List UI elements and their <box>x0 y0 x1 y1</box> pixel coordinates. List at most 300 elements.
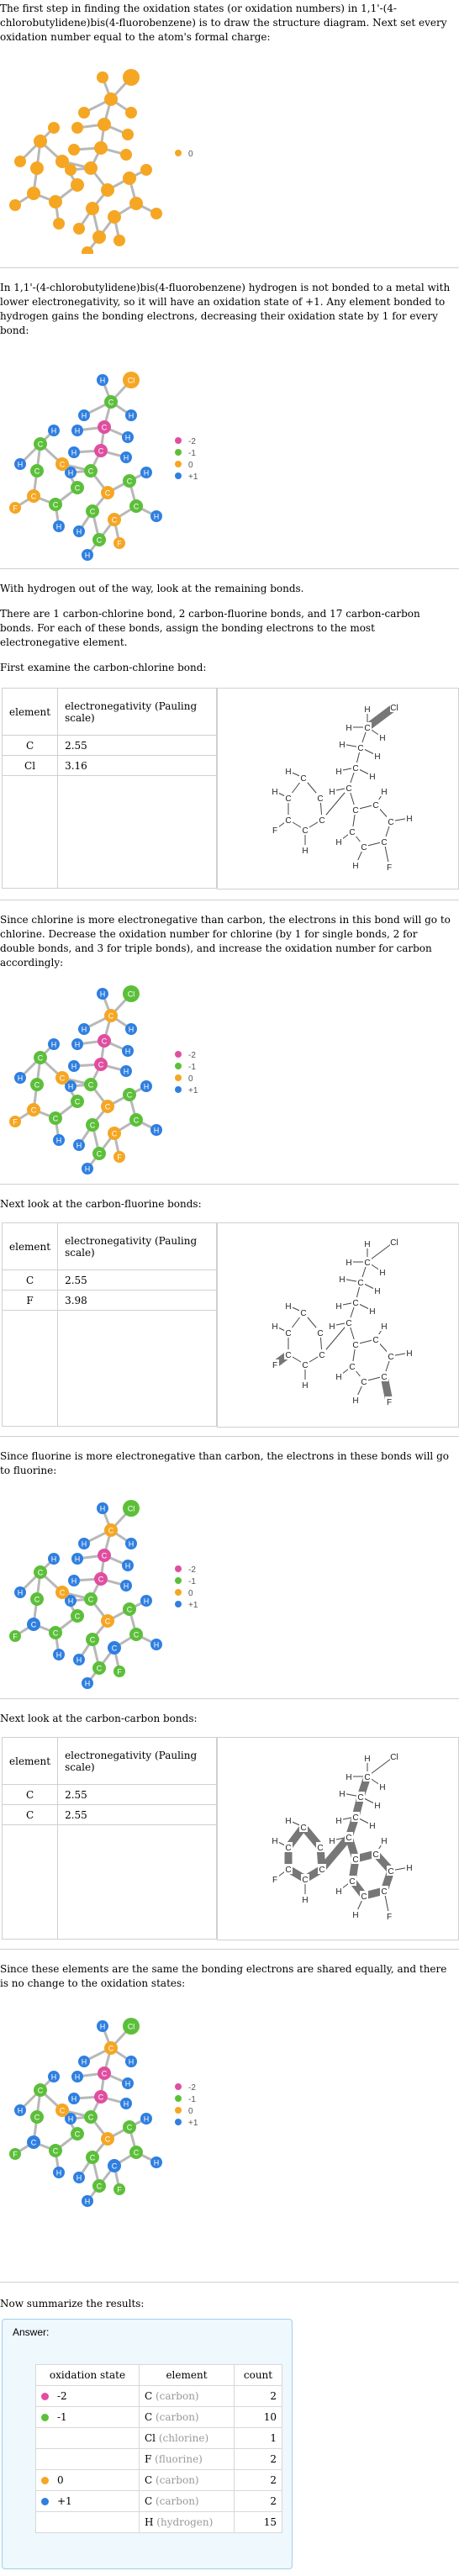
molecule-diagram-chlorine-step <box>0 970 459 1175</box>
summary-row <box>36 2428 282 2449</box>
col-element: element <box>3 689 58 736</box>
atom-label: H <box>346 1773 352 1782</box>
atom-label: C <box>364 724 371 733</box>
atom-label: H <box>369 773 376 782</box>
atom-label: H <box>374 752 381 762</box>
row-value: 2.55 <box>58 1270 217 1291</box>
legend-dot <box>175 461 182 467</box>
atom-label: C <box>52 2146 59 2156</box>
atom-label: C <box>352 1299 359 1308</box>
element-name: (carbon) <box>152 2390 199 2402</box>
atom-label: C <box>388 1867 394 1877</box>
atom-label: H <box>123 1067 129 1076</box>
atom-label: F <box>117 539 122 548</box>
atom-label: Cl <box>127 990 135 999</box>
count-cell: 2 <box>235 2491 282 2512</box>
structure-panel-f <box>217 1222 459 1428</box>
atom-label: C <box>300 774 307 784</box>
atom-label: H <box>128 2057 135 2067</box>
atom-label: C <box>126 477 133 486</box>
row-value: 3.98 <box>58 1291 217 1311</box>
divider <box>0 1698 459 1699</box>
atom-label: C <box>133 2148 140 2157</box>
legend-label: 0 <box>188 2107 193 2116</box>
atom-label: C <box>357 1279 364 1288</box>
atom-label: H <box>364 705 371 715</box>
atom-label: C <box>52 1628 59 1638</box>
legend-dot <box>175 1051 182 1058</box>
atom-label: C <box>74 1097 81 1106</box>
atom-c <box>30 161 44 175</box>
atom-label: C <box>101 1037 108 1046</box>
oxidation-state-cell <box>36 2407 140 2428</box>
oxidation-state-cell <box>36 2449 140 2470</box>
state-value: +1 <box>57 2495 72 2507</box>
row-element: C <box>3 736 58 756</box>
atom-label: F <box>272 826 278 836</box>
col-electronegativity: electronegativity (Pauling scale) <box>58 1738 217 1785</box>
intro-paragraph: The first step in finding the oxidation states (or oxidation numbers) in 1,1'-(4-chlorobutylidene)bis(4-fluorobenzene) is to draw the structure diagram. Next set every oxidation number equal to the atom's formal charge: <box>0 3 447 43</box>
atom-label: H <box>123 453 129 462</box>
summary-row <box>36 2491 282 2512</box>
atom-h <box>120 149 132 161</box>
atom-label: C <box>111 515 118 525</box>
atom-label: H <box>335 1817 342 1826</box>
summary-row <box>36 2470 282 2491</box>
atom-label: C <box>101 2069 108 2078</box>
atom-label: H <box>128 1025 135 1034</box>
molecule-diagram-fluorine-step <box>0 1485 459 1690</box>
atom-label: H <box>369 1822 376 1831</box>
row-value: 2.55 <box>58 1785 217 1805</box>
oxidation-state-cell <box>36 2428 140 2449</box>
atom-label: C <box>302 1361 309 1370</box>
legend-dot <box>175 1589 182 1596</box>
element-symbol: F <box>145 2453 152 2465</box>
state-value: 0 <box>57 2474 64 2486</box>
atom-h <box>53 218 65 230</box>
atom-label: H <box>285 1817 292 1826</box>
atom-label: H <box>124 1047 131 1056</box>
row-element: C <box>3 1805 58 1825</box>
atom-f <box>113 235 125 246</box>
atom-c <box>129 197 143 210</box>
atom-label: C <box>352 1341 359 1350</box>
atom-c <box>108 210 121 224</box>
atom-label: H <box>76 527 82 536</box>
atom-c <box>71 178 84 192</box>
atom-label: H <box>329 1837 335 1846</box>
atom-label: C <box>381 1373 388 1382</box>
atom-label: C <box>96 2182 103 2191</box>
fluorine-paragraph: Since fluorine is more electronegative than carbon, the electrons in these bonds will go to fluorine: <box>0 1450 449 1476</box>
atom-label: C <box>381 838 388 847</box>
atom-label: H <box>272 1837 278 1846</box>
chlorine-paragraph: Since chlorine is more electronegative than carbon, the electrons in this bond will go to chlorine. Decrease the oxidation number for chlorine (by 1 for single bonds, 2 for double bonds, and 3 for triple bonds), and increase the oxidation number for carbon accordingly: <box>0 914 451 969</box>
legend-dot <box>175 1086 182 1093</box>
atom-label: C <box>96 1149 103 1159</box>
legend-label: 0 <box>188 1589 193 1598</box>
atom-label: C <box>37 440 44 449</box>
atom-label: C <box>302 1876 309 1885</box>
atom-label: H <box>335 838 342 847</box>
remaining-bonds-paragraph: With hydrogen out of the way, look at the remaining bonds. <box>0 583 304 594</box>
divider <box>0 1949 459 1950</box>
count-cell: 2 <box>235 2470 282 2491</box>
atom-label: C <box>87 2113 94 2122</box>
atom-label: H <box>381 788 388 797</box>
atom-label: H <box>55 522 62 531</box>
atom-label: C <box>352 1855 359 1865</box>
atom-label: C <box>361 1378 367 1387</box>
atom-label: H <box>364 1240 371 1249</box>
atom-label: C <box>30 1106 37 1115</box>
atom-label: C <box>87 1080 94 1090</box>
atom-label: H <box>71 1062 77 1071</box>
atom-label: C <box>372 801 379 810</box>
atom-label: C <box>357 744 364 753</box>
atom-label: F <box>272 1876 278 1885</box>
atom-label: H <box>71 1576 77 1586</box>
atom-label: H <box>74 1555 81 1564</box>
atom-label: C <box>52 500 59 509</box>
atom-label: C <box>101 423 108 432</box>
atom-label: H <box>369 1307 376 1317</box>
atom-c <box>104 92 118 106</box>
atom-label: H <box>285 768 292 777</box>
summary-table <box>35 2364 282 2533</box>
atom-label: C <box>319 816 325 826</box>
atom-label: C <box>89 1635 96 1644</box>
atom-label: H <box>329 788 335 797</box>
atom-label: C <box>34 1080 40 1090</box>
atom-h <box>71 122 83 134</box>
atom-label: H <box>302 847 309 856</box>
atom-label: H <box>339 1790 346 1799</box>
atom-label: C <box>74 2130 81 2139</box>
atom-label: H <box>346 1259 352 1268</box>
atom-label: H <box>406 815 413 824</box>
atom-h <box>125 107 137 119</box>
atom-label: H <box>124 2079 131 2088</box>
atom-label: F <box>117 2185 122 2194</box>
atom-label: H <box>81 411 87 420</box>
atom-label: C <box>87 1595 94 1604</box>
element-symbol: C <box>145 2474 153 2486</box>
bond-count-paragraph: There are 1 carbon-chlorine bond, 2 carbon-fluorine bonds, and 17 carbon-carbon bonds. For each of these bonds, assign the bonding electrons to the most electronegative element. <box>0 608 420 648</box>
atom-label: C <box>34 467 40 476</box>
atom-label: C <box>364 1773 371 1782</box>
cc-bond-intro: Next look at the carbon-carbon bonds: <box>0 1713 198 1724</box>
skeletal-structure-f-highlight <box>218 1223 458 1427</box>
electronegativity-table-f <box>2 1222 217 1427</box>
atom-label: H <box>153 512 160 521</box>
atom-h <box>14 156 26 167</box>
atom-label: Cl <box>390 1238 398 1248</box>
f-bond-intro: Next look at the carbon-fluorine bonds: <box>0 1198 202 1210</box>
legend-dot <box>175 1565 182 1572</box>
atom-label: C <box>30 492 37 501</box>
atom-label: C <box>30 1620 37 1629</box>
hydrogen-paragraph: In 1,1'-(4-chlorobutylidene)bis(4-fluorobenzene) hydrogen is not bonded to a metal with lower electronegativity, so it will have an oxidation state of +1. Any element bonded to hydrogen gains the bonding electrons, decreasing their oxidation state by 1 for every bond: <box>0 282 451 336</box>
answer-label: Answer: <box>13 2326 50 2338</box>
element-name: (carbon) <box>152 2495 199 2507</box>
atom-label: C <box>302 826 309 836</box>
atom-label: C <box>126 1605 133 1614</box>
atom-label: Cl <box>127 376 135 385</box>
atom-label: H <box>67 1597 74 1606</box>
atom-label: C <box>104 1617 111 1626</box>
atom-label: H <box>302 1381 309 1391</box>
atom-label: H <box>379 1783 386 1792</box>
atom-label: C <box>352 806 359 816</box>
atom-label: H <box>55 1650 62 1660</box>
cl-bond-intro: First examine the carbon-chlorine bond: <box>0 662 207 673</box>
atom-label: C <box>372 1850 379 1860</box>
col-element: element <box>3 1738 58 1785</box>
atom-label: C <box>98 1575 104 1584</box>
atom-label: F <box>386 1913 393 1922</box>
atom-label: C <box>89 507 96 516</box>
atom-label: H <box>71 2094 77 2104</box>
skeletal-structure-cc-highlight <box>218 1738 458 1940</box>
atom-label: H <box>74 426 81 435</box>
atom-label: C <box>108 1011 114 1021</box>
atom-label: H <box>128 1539 135 1549</box>
atom-label: H <box>335 1373 342 1382</box>
atom-label: H <box>74 2072 81 2082</box>
atom-label: C <box>126 1090 133 1100</box>
atom-label: H <box>335 1302 342 1312</box>
atom-label: C <box>89 1121 96 1130</box>
atom-label: C <box>300 1824 307 1833</box>
legend-dot <box>175 449 182 456</box>
atom-label: C <box>317 1844 324 1853</box>
atom-label: H <box>374 1802 381 1811</box>
element-name: (chlorine) <box>156 2432 209 2444</box>
structure-panel-cl <box>217 688 459 889</box>
state-color-dot <box>41 2414 49 2421</box>
atom-label: H <box>364 1755 371 1764</box>
element-cell <box>140 2491 235 2512</box>
legend-label: -2 <box>188 2083 196 2093</box>
atom-label: C <box>98 1060 104 1069</box>
atom-label: H <box>84 2197 91 2206</box>
atom-label: C <box>381 1887 388 1897</box>
row-element: Cl <box>3 756 58 776</box>
legend-label: 0 <box>188 461 193 470</box>
atom-c <box>92 230 106 244</box>
electronegativity-table-c <box>2 1737 217 1940</box>
element-name: (carbon) <box>152 2411 199 2423</box>
atom-label: H <box>302 1896 309 1905</box>
element-symbol: C <box>145 2411 153 2423</box>
element-cell <box>140 2428 235 2449</box>
count-cell: 2 <box>235 2386 282 2407</box>
summary-intro: Now summarize the results: <box>0 2298 145 2309</box>
atom-label: H <box>50 2072 57 2082</box>
count-cell: 15 <box>235 2512 282 2533</box>
legend-label: -2 <box>188 437 196 446</box>
atom-label: C <box>349 1877 356 1887</box>
atom-label: H <box>285 1302 292 1312</box>
atom-label: H <box>55 1136 62 1145</box>
element-cell <box>140 2386 235 2407</box>
count-cell: 2 <box>235 2449 282 2470</box>
count-cell: 10 <box>235 2407 282 2428</box>
atom-label: C <box>108 398 114 407</box>
atom-label: H <box>153 2158 160 2167</box>
atom-label: C <box>388 1353 394 1362</box>
atom-h <box>97 71 108 83</box>
atom-label: C <box>34 2113 40 2122</box>
atom-label: C <box>52 1114 59 1123</box>
col-count: count <box>235 2365 282 2386</box>
atom-label: C <box>364 1259 371 1268</box>
oxidation-state-cell <box>36 2470 140 2491</box>
atom-label: H <box>55 2168 62 2177</box>
atom-label: C <box>352 1813 359 1823</box>
state-color-dot <box>41 2477 49 2484</box>
molecule-diagram-final <box>0 2003 459 2208</box>
oxidation-state-cell <box>36 2512 140 2533</box>
atom-label: Cl <box>127 1504 135 1513</box>
legend-label: 0 <box>188 150 193 159</box>
atom-h <box>150 208 162 219</box>
atom-label: C <box>104 2135 111 2144</box>
element-cell <box>140 2512 235 2533</box>
atom-label: H <box>346 724 352 733</box>
atom-label: H <box>84 1164 91 1174</box>
element-symbol: Cl <box>145 2432 156 2444</box>
atom-label: H <box>81 1025 87 1034</box>
legend-label: -1 <box>188 1063 196 1072</box>
atom-label: C <box>104 488 111 498</box>
atom-label: C <box>285 1329 292 1338</box>
atom-label: H <box>339 1275 346 1285</box>
atom-label: C <box>59 460 66 469</box>
atom-label: C <box>96 1664 103 1673</box>
atom-label: H <box>71 448 77 457</box>
col-oxidation-state: oxidation state <box>36 2365 140 2386</box>
summary-row <box>36 2407 282 2428</box>
atom-label: C <box>30 2138 37 2147</box>
divider <box>0 2282 459 2283</box>
oxidation-state-cell <box>36 2386 140 2407</box>
legend-label: -1 <box>188 2095 196 2104</box>
atom-label: Cl <box>127 2022 135 2031</box>
atom-label: H <box>143 2114 150 2124</box>
atom-label: H <box>128 411 135 420</box>
atom-label: C <box>133 1116 140 1125</box>
atom-label: H <box>67 1082 74 1091</box>
col-element: element <box>3 1223 58 1270</box>
summary-row <box>36 2512 282 2533</box>
summary-row <box>36 2449 282 2470</box>
state-value: -2 <box>57 2390 67 2402</box>
carbon-carbon-paragraph: Since these elements are the same the bonding electrons are shared equally, and there is no change to the oxidation states: <box>0 1963 447 1989</box>
atom-label: C <box>372 1336 379 1345</box>
atom-label: H <box>406 1349 413 1359</box>
atom-label: F <box>386 1398 393 1407</box>
atom-label: F <box>13 2150 18 2159</box>
atom-h <box>68 144 80 156</box>
atom-label: H <box>99 2022 106 2031</box>
legend-label: -2 <box>188 1051 196 1060</box>
col-electronegativity: electronegativity (Pauling scale) <box>58 1223 217 1270</box>
atom-c <box>123 172 136 185</box>
atom-label: C <box>98 446 104 456</box>
atom-label: H <box>17 1588 24 1597</box>
molecule-diagram-hydrogen-step <box>0 356 459 562</box>
atom-label: C <box>111 1644 118 1653</box>
atom-label: C <box>388 818 394 827</box>
atom-label: C <box>352 764 359 773</box>
atom-c <box>101 183 114 197</box>
atom-label: C <box>346 784 352 794</box>
atom-label: C <box>96 536 103 545</box>
element-cell <box>140 2407 235 2428</box>
atom-label: C <box>87 467 94 476</box>
atom-c <box>98 118 111 131</box>
legend-label: +1 <box>188 2119 198 2128</box>
atom-label: C <box>285 1844 292 1853</box>
legend-dot <box>175 1063 182 1069</box>
row-element: C <box>3 1270 58 1291</box>
atom-h <box>48 122 60 134</box>
atom-label: C <box>285 816 292 826</box>
electronegativity-table-cl <box>2 688 217 889</box>
atom-label: H <box>67 468 74 478</box>
atom-label: H <box>352 862 359 871</box>
atom-label: F <box>13 1632 18 1641</box>
atom-c <box>55 155 69 168</box>
atom-label: H <box>352 1911 359 1920</box>
atom-label: C <box>317 794 324 804</box>
atom-label: C <box>59 1074 66 1083</box>
atom-f <box>9 199 21 211</box>
atom-label: H <box>17 1074 24 1083</box>
atom-c <box>49 195 62 209</box>
state-color-dot <box>41 2498 49 2505</box>
atom-label: H <box>123 1581 129 1591</box>
element-cell <box>140 2449 235 2470</box>
row-value: 2.55 <box>58 736 217 756</box>
summary-row <box>36 2386 282 2407</box>
atom-label: C <box>285 1351 292 1360</box>
atom-label: F <box>117 1667 122 1676</box>
atom-label: H <box>335 768 342 777</box>
atom-label: C <box>317 1329 324 1338</box>
count-cell: 1 <box>235 2428 282 2449</box>
atom-label: C <box>104 1102 111 1111</box>
atom-label: H <box>374 1287 381 1296</box>
atom-label: H <box>123 2099 129 2109</box>
col-element: element <box>140 2365 235 2386</box>
legend-label: +1 <box>188 1086 198 1095</box>
atom-label: C <box>319 1866 325 1875</box>
legend-label: +1 <box>188 1601 198 1610</box>
atom-label: H <box>143 1082 150 1091</box>
atom-label: H <box>50 1040 57 1049</box>
atom-label: F <box>386 863 393 873</box>
atom-label: H <box>143 468 150 478</box>
atom-label: C <box>37 1053 44 1063</box>
atom-h <box>73 223 85 235</box>
atom-label: C <box>319 1351 325 1360</box>
legend-dot <box>175 2107 182 2114</box>
atom-h <box>140 164 152 176</box>
